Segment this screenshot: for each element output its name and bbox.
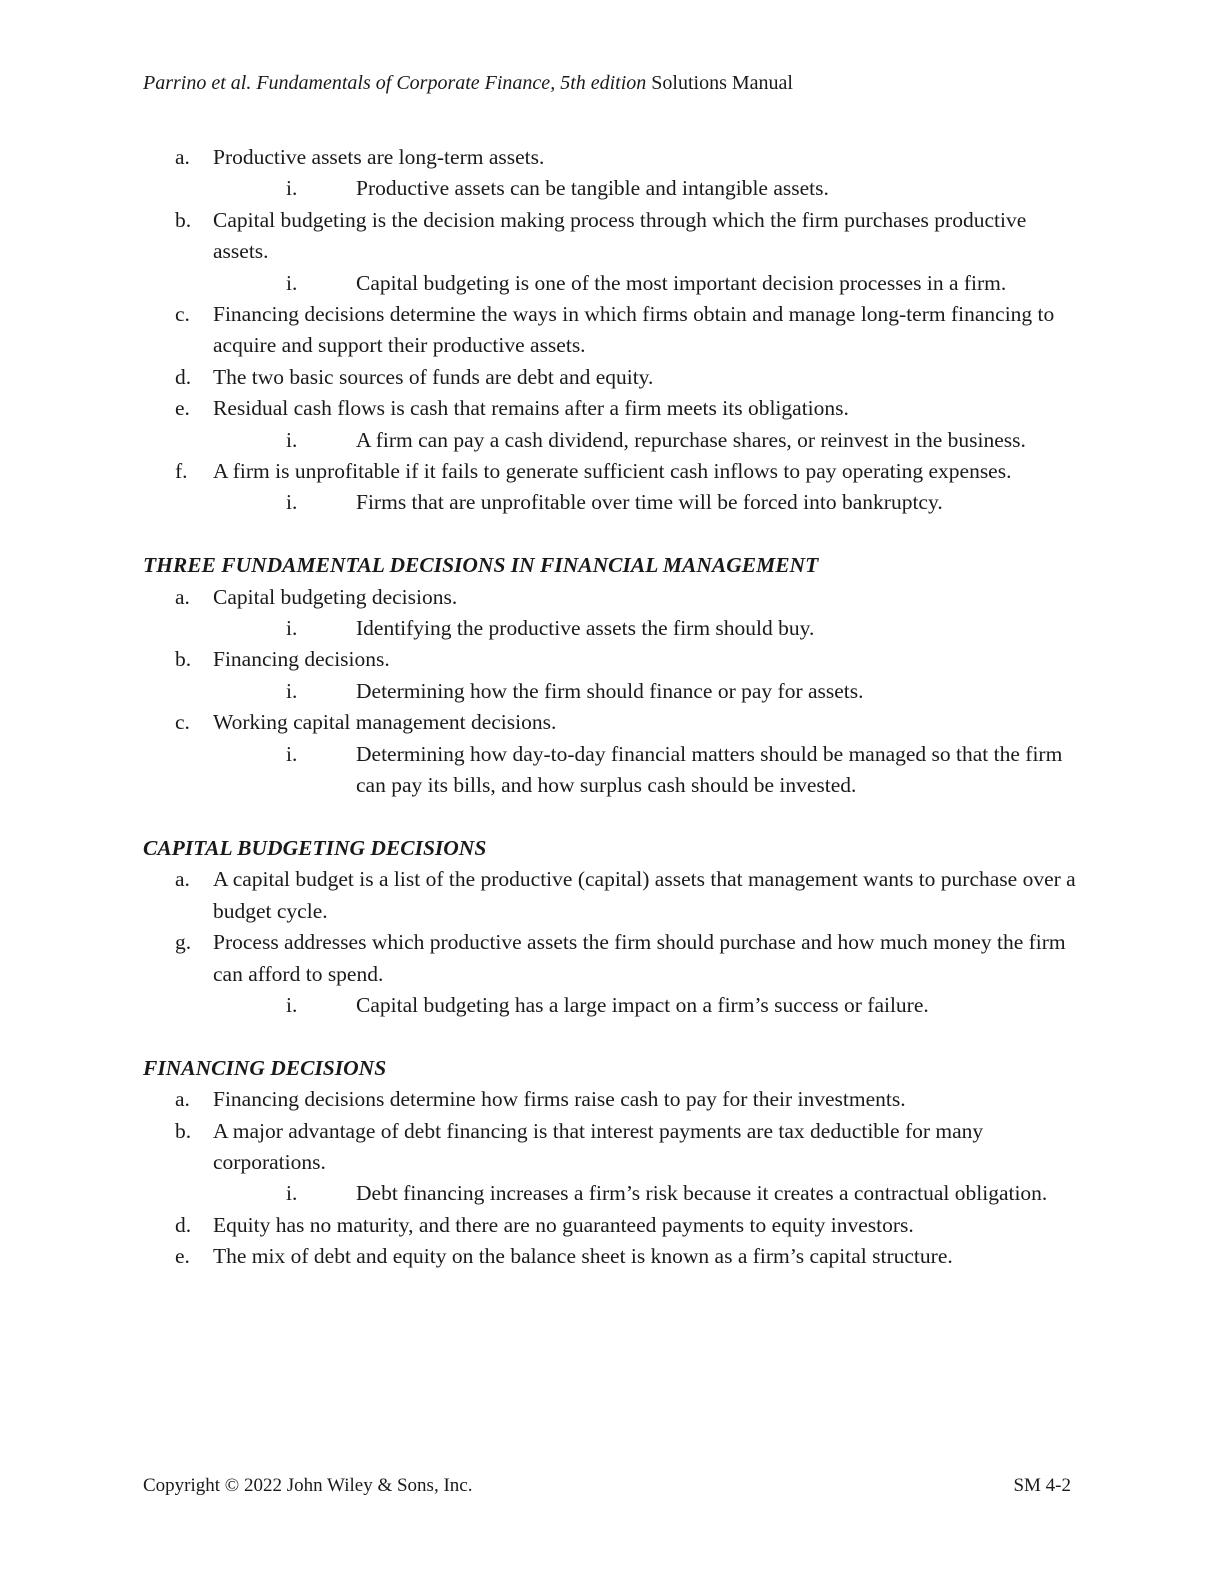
sub-list-item	[143, 487, 1083, 518]
list-item-marker: e.	[175, 1244, 190, 1269]
list-item	[143, 1116, 1083, 1179]
sub-list-item-text: Firms that are unprofitable over time will be forced into bankruptcy.	[356, 490, 943, 515]
list-item	[143, 205, 1083, 268]
list-item-text: A major advantage of debt financing is that interest payments are tax deductible for many corporations.	[213, 1118, 984, 1174]
list-item-marker: b.	[175, 647, 192, 672]
list-item-marker: g.	[175, 930, 192, 955]
sub-list-item-text: Determining how the firm should finance or pay for assets.	[356, 678, 864, 703]
list-item-marker: a.	[175, 145, 190, 169]
sub-list-item-marker: i.	[286, 176, 298, 201]
list-item-marker: b.	[175, 1118, 192, 1143]
sub-list-item-marker: i.	[286, 992, 298, 1017]
list-item-marker: c.	[175, 302, 190, 327]
page-header	[143, 71, 793, 95]
list-item	[143, 1241, 1083, 1272]
sub-list-item	[143, 990, 1083, 1021]
sub-list-item	[143, 268, 1083, 299]
section-heading: CAPITAL BUDGETING DECISIONS	[143, 835, 487, 860]
list-item-marker: b.	[175, 207, 192, 232]
list-item-marker: f.	[175, 459, 188, 484]
list-item	[143, 644, 1083, 675]
section	[143, 833, 1083, 1021]
list-item-text: Financing decisions determine how firms raise cash to pay for their investments.	[213, 1087, 906, 1112]
list-item	[143, 582, 1083, 613]
list-item	[143, 864, 1083, 927]
header-manual-label: Solutions Manual	[651, 72, 793, 94]
list-item	[143, 927, 1083, 990]
list-item-text: A firm is unprofitable if it fails to generate sufficient cash inflows to pay operating expenses.	[213, 459, 1012, 484]
list-item-marker: a.	[175, 867, 190, 892]
section	[143, 142, 1083, 519]
list-item-text: Financing decisions determine the ways in which firms obtain and manage long-term financing to acquire and support their productive assets.	[213, 302, 1055, 358]
sub-list-item-marker: i.	[286, 741, 298, 766]
footer-copyright: Copyright © 2022 John Wiley & Sons, Inc.	[143, 1475, 473, 1496]
section	[143, 550, 1083, 801]
list-item-text: Working capital management decisions.	[213, 710, 557, 735]
section-heading: THREE FUNDAMENTAL DECISIONS IN FINANCIAL MANAGEMENT	[143, 553, 819, 578]
sub-list-item-text: A firm can pay a cash dividend, repurchase shares, or reinvest in the business.	[356, 427, 1026, 452]
section	[143, 1053, 1083, 1273]
list-item-text: A capital budget is a list of the productive (capital) assets that management wants to purchase over a budget cycle.	[213, 867, 1076, 923]
list-item	[143, 299, 1083, 362]
list-item-text: Equity has no maturity, and there are no guaranteed payments to equity investors.	[213, 1212, 914, 1237]
list-item-marker: d.	[175, 1212, 192, 1237]
list-item-text: Residual cash flows is cash that remains after a firm meets its obligations.	[213, 396, 849, 421]
list-item-text: The mix of debt and equity on the balance sheet is known as a firm’s capital structure.	[213, 1244, 953, 1269]
header-book-title: Parrino et al. Fundamentals of Corporate Finance, 5th edition	[143, 72, 647, 94]
document-body	[143, 142, 1083, 1273]
list-item-marker: e.	[175, 396, 190, 421]
list-item-marker: c.	[175, 710, 190, 735]
sub-list-item	[143, 613, 1083, 644]
list-item-marker: a.	[175, 1087, 190, 1112]
section-heading: FINANCING DECISIONS	[143, 1055, 387, 1080]
list-item-marker: a.	[175, 584, 190, 609]
list-item-text: Capital budgeting decisions.	[213, 584, 458, 609]
list-item	[143, 362, 1083, 393]
list-item-text: Capital budgeting is the decision making process through which the firm purchases productive assets.	[213, 207, 1027, 264]
sub-list-item	[143, 676, 1083, 707]
list-item-text: Financing decisions.	[213, 647, 390, 672]
list-item	[143, 456, 1083, 487]
sub-list-item-text: Capital budgeting is one of the most important decision processes in a firm.	[356, 270, 1007, 295]
sub-list-item	[143, 1178, 1083, 1209]
footer-page-number: SM 4-2	[1013, 1475, 1071, 1496]
sub-list-item-text: Determining how day-to-day financial matters should be managed so that the firm can pay its bills, and how surplus cash should be invested.	[356, 741, 1063, 798]
list-item-text: The two basic sources of funds are debt and equity.	[213, 364, 654, 389]
sub-list-item-text: Debt financing increases a firm’s risk because it creates a contractual obligation.	[356, 1181, 1048, 1206]
list-item	[143, 142, 1083, 173]
list-item-marker: d.	[175, 364, 192, 389]
sub-list-item-marker: i.	[286, 270, 298, 295]
sub-list-item-marker: i.	[286, 427, 298, 452]
sub-list-item	[143, 739, 1083, 802]
list-item-text: Productive assets are long-term assets.	[213, 145, 545, 169]
sub-list-item-text: Identifying the productive assets the firm should buy.	[356, 616, 815, 641]
sub-list-item-marker: i.	[286, 616, 298, 641]
list-item	[143, 393, 1083, 424]
sub-list-item-text: Capital budgeting has a large impact on a firm’s success or failure.	[356, 992, 929, 1017]
list-item	[143, 1084, 1083, 1115]
sub-list-item	[143, 173, 1083, 204]
sub-list-item	[143, 425, 1083, 456]
list-item-text: Process addresses which productive assets the firm should purchase and how much money the firm can afford to spend.	[213, 930, 1066, 986]
sub-list-item-marker: i.	[286, 490, 298, 515]
sub-list-item-text: Productive assets can be tangible and intangible assets.	[356, 176, 829, 201]
list-item	[143, 707, 1083, 738]
list-item	[143, 1210, 1083, 1241]
sub-list-item-marker: i.	[286, 1181, 298, 1206]
sub-list-item-marker: i.	[286, 678, 298, 703]
